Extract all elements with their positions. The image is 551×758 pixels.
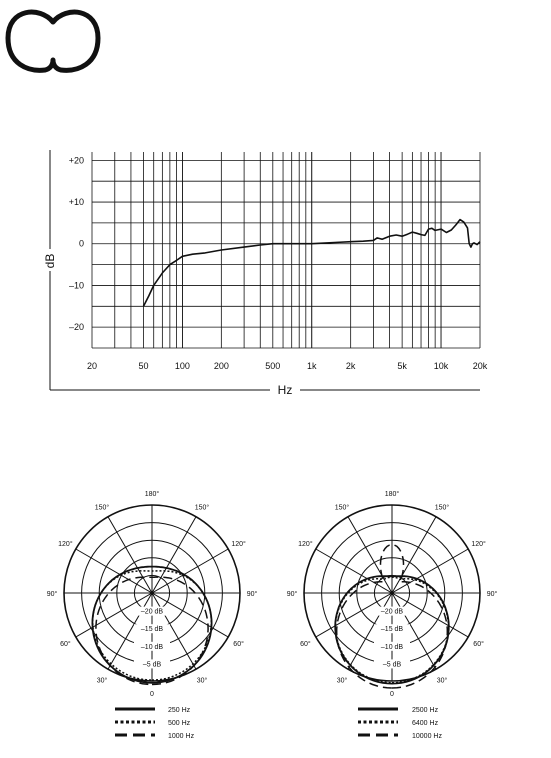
polar-angle-label: 60° [60, 641, 71, 648]
polar-angle-label: 30° [436, 677, 448, 685]
x-tick-labels [87, 361, 488, 371]
legend-label: 2500 Hz [412, 707, 439, 714]
polar-radial-label: –5 dB [142, 661, 162, 669]
legend-label: 1000 Hz [168, 733, 195, 740]
polar-angle-label: 30° [96, 677, 108, 685]
x-tick-label: 200 [213, 361, 229, 371]
x-tick-label: 50 [138, 361, 149, 371]
x-tick-label: 5k [397, 361, 407, 371]
chart-grid [92, 152, 480, 348]
x-tick-label: 1k [306, 361, 317, 371]
polar-radial-label: –15 dB [380, 626, 404, 634]
cardioid-icon [8, 12, 98, 70]
x-tick-label: 500 [265, 361, 281, 371]
polar-angle-label: 0 [150, 691, 154, 698]
polar-angle-label: 120° [298, 541, 313, 548]
legend-high [358, 707, 442, 740]
polar-radial-label: –5 dB [382, 661, 402, 669]
polar-angle-label: 60° [300, 641, 311, 648]
polar-angle-label: 150° [334, 504, 350, 512]
polar-pattern-low [47, 490, 258, 698]
polar-angle-label: 90° [486, 591, 498, 598]
y-tick-label: +10 [68, 197, 84, 208]
x-tick-label: 2k [345, 361, 356, 371]
frequency-response-chart [42, 150, 488, 397]
polar-radial-label: –10 dB [380, 643, 404, 651]
polar-pattern-high [287, 490, 498, 698]
polar-angle-label: 30° [336, 677, 348, 685]
polar-angle-label: 180° [144, 491, 160, 498]
polar-angle-label: 0 [390, 691, 394, 698]
x-axis-label: Hz [277, 383, 293, 397]
polar-angle-label: 120° [58, 541, 73, 548]
polar-angle-label: 150° [94, 504, 110, 512]
polar-angle-label: 150° [434, 504, 450, 512]
y-tick-label: –20 [68, 322, 84, 333]
x-tick-label: 10k [433, 361, 449, 371]
polar-angle-label: 150° [194, 504, 210, 512]
y-tick-label: +20 [68, 155, 84, 166]
polar-angle-label: 30° [196, 677, 208, 685]
legend-low [115, 707, 195, 740]
polar-angle-label: 90° [286, 591, 298, 598]
polar-angle-label: 60° [233, 641, 244, 648]
y-axis-label: dB [43, 253, 57, 269]
polar-angle-label: 180° [384, 491, 400, 498]
x-tick-label: 100 [174, 361, 190, 371]
x-tick-label: 20 [86, 361, 98, 371]
legend-label: 6400 Hz [412, 720, 439, 727]
polar-radial-label: –20 dB [140, 608, 164, 616]
polar-radial-label: –20 dB [380, 608, 404, 616]
legend-label: 500 Hz [168, 720, 191, 727]
polar-angle-label: 120° [231, 541, 246, 548]
y-tick-labels [69, 155, 84, 332]
x-tick-label: 20k [472, 361, 488, 371]
polar-radial-label: –15 dB [140, 626, 164, 634]
polar-angle-label: 60° [473, 641, 484, 648]
legend-label: 10000 Hz [412, 733, 442, 740]
y-tick-label: –10 [68, 280, 84, 291]
y-tick-label: 0 [78, 238, 84, 249]
polar-angle-label: 120° [471, 541, 486, 548]
polar-angle-label: 90° [46, 591, 58, 598]
polar-angle-label: 90° [246, 591, 258, 598]
legend-label: 250 Hz [168, 707, 191, 714]
polar-radial-label: –10 dB [140, 643, 164, 651]
